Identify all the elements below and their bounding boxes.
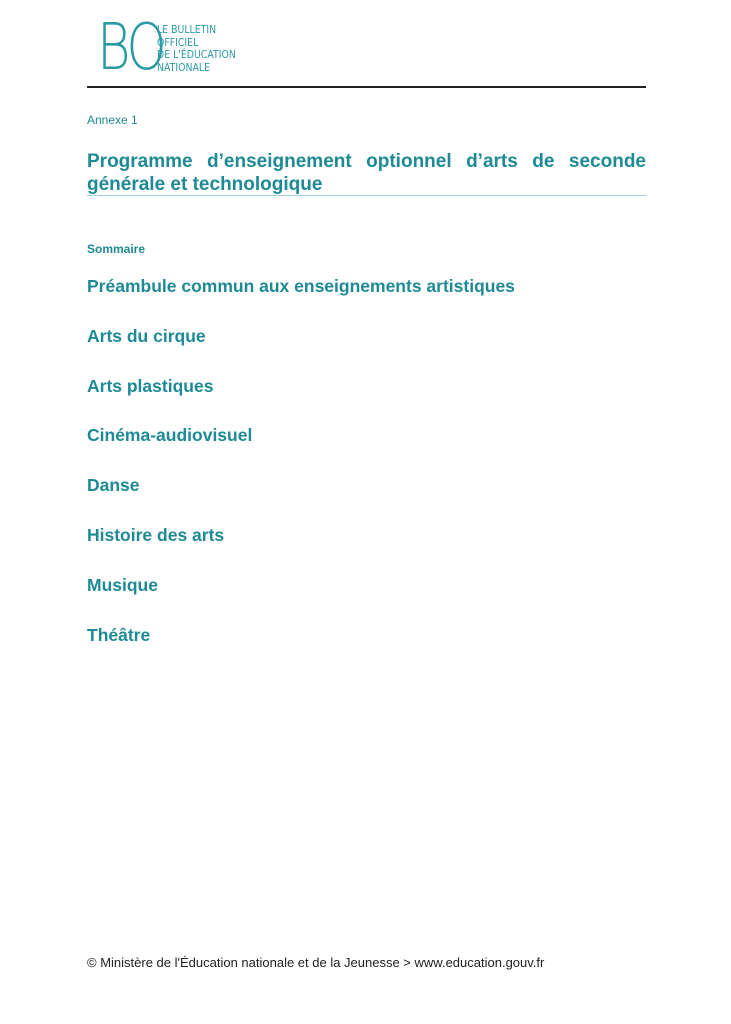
toc-item-theatre[interactable]: Théâtre xyxy=(87,624,151,645)
toc-item-cinema-audiovisuel[interactable]: Cinéma-audiovisuel xyxy=(87,425,253,446)
toc-item-danse[interactable]: Danse xyxy=(87,475,140,496)
toc-item-musique[interactable]: Musique xyxy=(87,574,158,595)
title-divider xyxy=(87,195,646,196)
toc-item-histoire-des-arts[interactable]: Histoire des arts xyxy=(87,524,225,545)
footer-copyright: © Ministère de l'Éducation nationale et de la Jeunesse > www.education.gouv.fr xyxy=(87,955,545,970)
logo-text xyxy=(157,24,236,74)
toc-item-preambule[interactable]: Préambule commun aux enseignements artistiques xyxy=(87,276,515,296)
logo-letters: BO xyxy=(97,11,164,85)
logo-line-3: DE L'ÉDUCATION xyxy=(157,48,236,61)
logo-line-2: OFFICIEL xyxy=(157,35,199,49)
toc-item-arts-du-cirque[interactable]: Arts du cirque xyxy=(87,325,206,346)
sommaire-heading: Sommaire xyxy=(87,242,146,256)
header-divider xyxy=(87,86,646,88)
logo-line-1: LE BULLETIN xyxy=(157,23,217,36)
table-of-contents xyxy=(87,274,515,672)
logo-line-4: NATIONALE xyxy=(157,60,211,74)
toc-item-arts-plastiques[interactable]: Arts plastiques xyxy=(87,375,214,396)
bo-logo xyxy=(97,11,250,85)
annexe-label: Annexe 1 xyxy=(87,113,138,127)
page-title: Programme d’enseignement optionnel d’arts de seconde générale et technologique xyxy=(87,151,646,195)
